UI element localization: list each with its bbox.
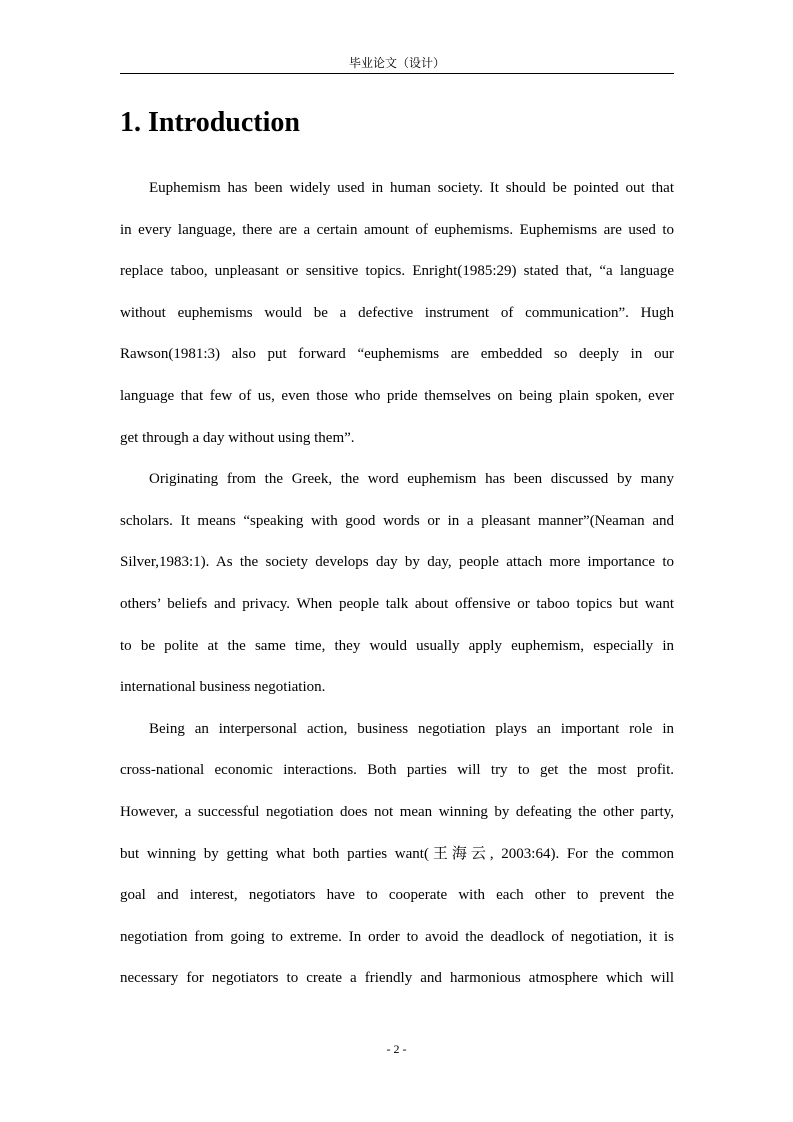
body-line: to be polite at the same time, they would usually apply euphemism, especially in: [120, 637, 674, 654]
body-line: Euphemism has been widely used in human society. It should be pointed out that: [149, 180, 674, 196]
body-line: Originating from the Greek, the word euphemism has been discussed by many: [149, 471, 674, 488]
body-line: international business negotiation.: [120, 679, 326, 696]
section-title: 1. Introduction: [120, 107, 300, 138]
body-line: cross-national economic interactions. Both parties will try to get the most profit.: [120, 762, 674, 779]
body-line: Silver,1983:1). As the society develops day by day, people attach more importance to: [120, 554, 674, 571]
body-line: replace taboo, unpleasant or sensitive topics. Enright(1985:29) stated that, “a language: [120, 263, 674, 280]
body-line: in every language, there are a certain amount of euphemisms. Euphemisms are used to: [120, 221, 674, 238]
body-line: necessary for negotiators to create a friendly and harmonious atmosphere which will: [120, 970, 674, 987]
page-number: - 2 -: [386, 1042, 407, 1056]
body-line: negotiation from going to extreme. In order to avoid the deadlock of negotiation, it is: [120, 928, 674, 945]
body-line: get through a day without using them”.: [120, 429, 355, 446]
body-line: Being an interpersonal action, business negotiation plays an important role in: [149, 720, 674, 737]
body-line: language that few of us, even those who pride themselves on being plain spoken, ever: [120, 387, 674, 404]
body-line: but winning by getting what both parties want(王海云, 2003:64). For the common: [120, 845, 674, 862]
body-line: goal and interest, negotiators have to cooperate with each other to prevent the: [120, 887, 674, 904]
body-line: However, a successful negotiation does not mean winning by defeating the other party,: [120, 803, 674, 820]
body-line: Rawson(1981:3) also put forward “euphemisms are embedded so deeply in our: [120, 346, 674, 363]
body-text: [120, 168, 674, 1000]
header-rule: [120, 73, 674, 74]
body-line: scholars. It means “speaking with good words or in a pleasant manner”(Neaman and: [120, 512, 674, 529]
body-line: without euphemisms would be a defective instrument of communication”. Hugh: [120, 304, 674, 321]
body-line: others’ beliefs and privacy. When people talk about offensive or taboo topics but want: [120, 595, 674, 612]
running-header: 毕业论文（设计）: [348, 56, 445, 70]
